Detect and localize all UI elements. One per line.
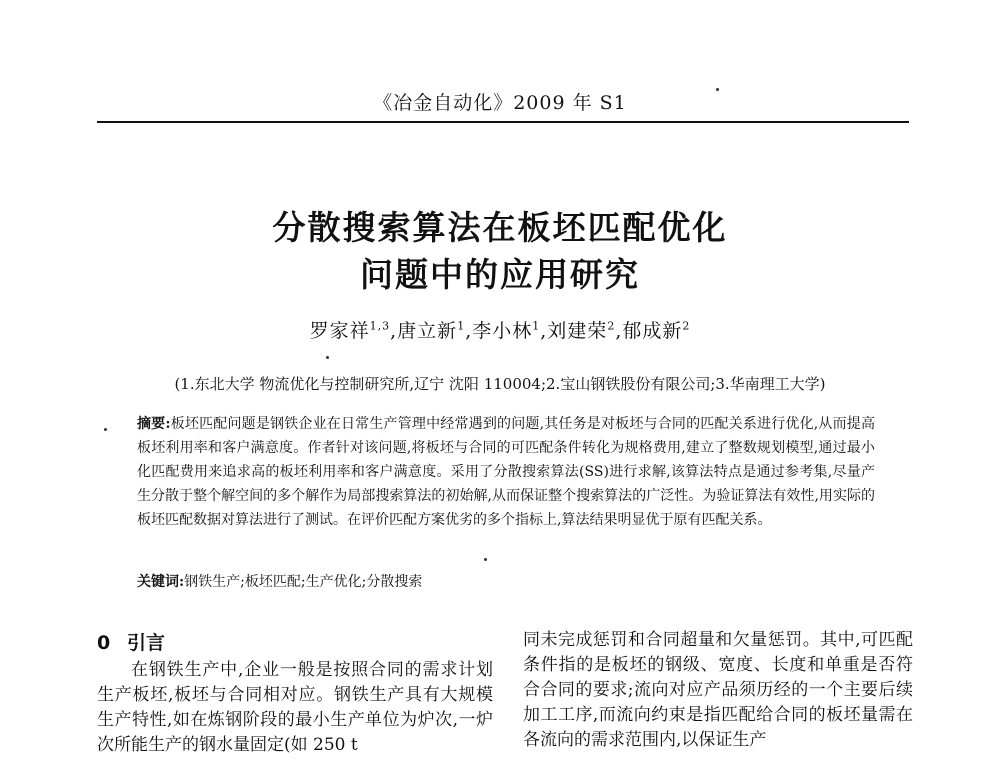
abstract-label: 摘要: xyxy=(137,416,171,432)
author-separator: , xyxy=(465,320,473,342)
author-name: 李小林 xyxy=(472,320,533,342)
section-title: 引言 xyxy=(127,632,166,654)
paper-title-line-2: 问题中的应用研究 xyxy=(360,255,640,294)
author-name: 罗家祥 xyxy=(309,320,370,342)
keywords-text: 钢铁生产;板坯匹配;生产优化;分散搜索 xyxy=(184,574,423,590)
scan-speck xyxy=(326,356,329,359)
author-affiliation-marker: 1 xyxy=(457,319,466,333)
scan-speck xyxy=(104,428,107,431)
right-column xyxy=(523,628,913,753)
header-rule xyxy=(97,121,909,123)
author-name: 刘建荣 xyxy=(547,320,608,342)
author-separator: , xyxy=(615,320,623,342)
author-name: 唐立新 xyxy=(397,320,458,342)
author-affiliation-marker: 1 xyxy=(532,319,541,333)
paper-title-line-1: 分散搜索算法在板坯匹配优化 xyxy=(272,208,728,247)
author-affiliation-marker: 2 xyxy=(607,319,616,333)
journal-header: 《冶金自动化》2009 年 S1 xyxy=(373,92,627,114)
author-separator: , xyxy=(540,320,548,342)
section-heading xyxy=(97,628,165,655)
keywords xyxy=(137,570,875,594)
left-column xyxy=(97,658,493,758)
section-number: 0 xyxy=(97,632,111,654)
author-affiliation-marker: 1,3 xyxy=(369,319,391,333)
scan-speck xyxy=(716,88,719,91)
author-affiliation-marker: 2 xyxy=(682,319,691,333)
author-list xyxy=(0,316,1000,343)
author-separator: , xyxy=(390,320,398,342)
abstract xyxy=(137,412,875,532)
left-column-paragraph: 在钢铁生产中,企业一般是按照合同的需求计划生产板坯,板坯与合同相对应。钢铁生产具有大规模生产特性,如在炼钢阶段的最小生产单位为炉次,一炉次所能生产的钢水量固定(如 250 t xyxy=(97,660,493,755)
scan-speck xyxy=(484,558,487,561)
author-name: 郁成新 xyxy=(622,320,683,342)
abstract-text: 板坯匹配问题是钢铁企业在日常生产管理中经常遇到的问题,其任务是对板坯与合同的匹配关系进行优化,从而提高板坯利用率和客户满意度。作者针对该问题,将板坯与合同的可匹配条件转化为规格费用,建立了整数规划模型,通过最小化匹配费用来追求高的板坯利用率和客户满意度。采用了分散搜索算法(SS)进行求解,该算法特点是通过参考集,尽量产生分散于整个解空间的多个解作为局部搜索算法的初始解,从而保证整个搜索算法的广泛性。为验证算法有效性,用实际的板坯匹配数据对算法进行了测试。在评价匹配方案优劣的多个指标上,算法结果明显优于原有匹配关系。 xyxy=(137,416,875,528)
keywords-label: 关键词: xyxy=(137,574,185,590)
right-column-paragraph: 同未完成惩罚和合同超量和欠量惩罚。其中,可匹配条件指的是板坯的钢级、宽度、长度和单重是否符合合同的要求;流向对应产品须历经的一个主要后续加工工序,而流向约束是指匹配给合同的板坯量需在各流向的需求范围内,以保证生产 xyxy=(523,630,913,750)
affiliation: (1.东北大学 物流优化与控制研究所,辽宁 沈阳 110004;2.宝山钢铁股份有限公司;3.华南理工大学) xyxy=(174,375,826,393)
